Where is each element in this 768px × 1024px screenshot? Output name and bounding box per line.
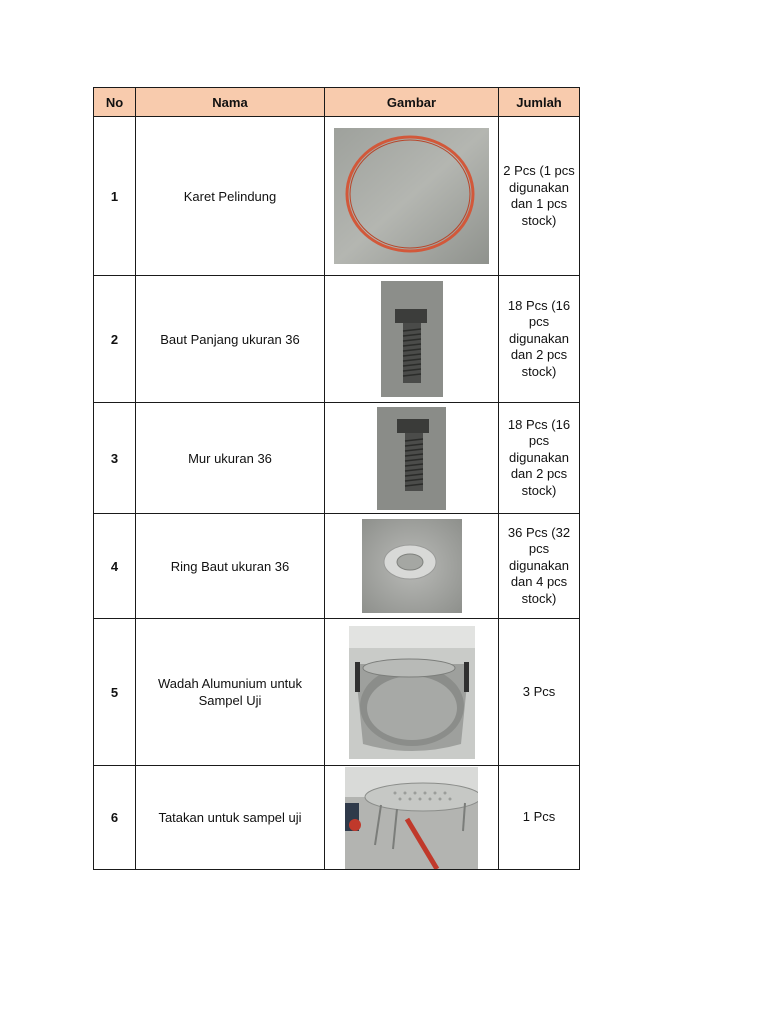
header-nama: Nama — [136, 88, 325, 117]
table-row — [94, 766, 580, 870]
sample-stand-photo — [345, 767, 478, 869]
table-row — [94, 514, 580, 619]
aluminium-container-photo — [349, 626, 475, 759]
item-quantity: 36 Pcs (32 pcs digunakan dan 4 pcs stock) — [499, 514, 580, 619]
item-quantity: 18 Pcs (16 pcs digunakan dan 2 pcs stock) — [499, 276, 580, 403]
row-number: 4 — [94, 514, 136, 619]
item-name: Ring Baut ukuran 36 — [136, 514, 325, 619]
item-quantity: 1 Pcs — [499, 766, 580, 870]
item-name: Karet Pelindung — [136, 117, 325, 276]
row-number: 2 — [94, 276, 136, 403]
row-number: 5 — [94, 619, 136, 766]
items-table — [93, 87, 580, 870]
item-image-cell — [325, 514, 499, 619]
row-number: 1 — [94, 117, 136, 276]
item-name: Tatakan untuk sampel uji — [136, 766, 325, 870]
header-no: No — [94, 88, 136, 117]
long-bolt-photo — [381, 281, 443, 397]
table-row — [94, 619, 580, 766]
header-row — [94, 88, 580, 117]
item-image-cell — [325, 766, 499, 870]
header-jumlah: Jumlah — [499, 88, 580, 117]
header-gambar: Gambar — [325, 88, 499, 117]
table-row — [94, 403, 580, 514]
item-name: Baut Panjang ukuran 36 — [136, 276, 325, 403]
item-quantity: 2 Pcs (1 pcs digunakan dan 1 pcs stock) — [499, 117, 580, 276]
row-number: 3 — [94, 403, 136, 514]
nut-bolt-photo — [377, 407, 446, 510]
item-name: Mur ukuran 36 — [136, 403, 325, 514]
item-image-cell — [325, 276, 499, 403]
item-image-cell — [325, 403, 499, 514]
row-number: 6 — [94, 766, 136, 870]
washer-photo — [362, 519, 462, 613]
item-image-cell — [325, 117, 499, 276]
table-row — [94, 276, 580, 403]
item-quantity: 18 Pcs (16 pcs digunakan dan 2 pcs stock) — [499, 403, 580, 514]
rubber-ring-photo — [334, 128, 489, 264]
item-image-cell — [325, 619, 499, 766]
table-row — [94, 117, 580, 276]
item-quantity: 3 Pcs — [499, 619, 580, 766]
item-name: Wadah Alumunium untuk Sampel Uji — [136, 619, 325, 766]
